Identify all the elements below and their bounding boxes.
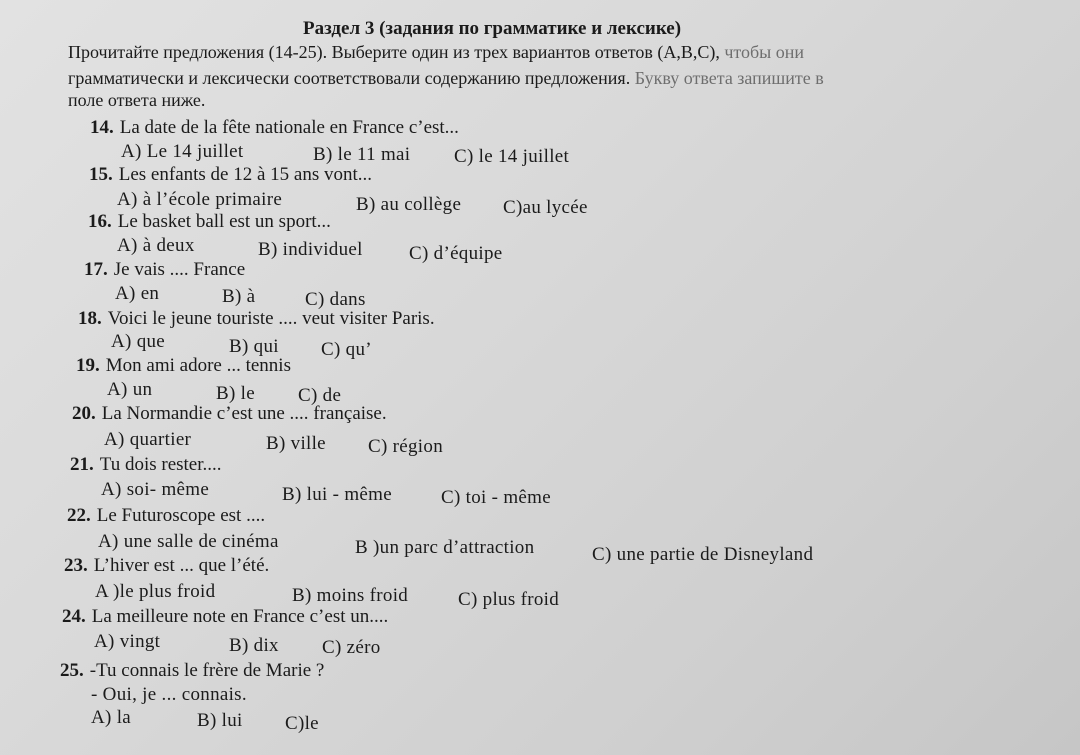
option-18-c: C) qu’ xyxy=(321,339,372,360)
option-15-a: A) à l’école primaire xyxy=(117,189,283,210)
section-title: Раздел 3 (задания по грамматике и лексике) xyxy=(303,18,682,39)
question-20: 20. La Normandie c’est une .... française. xyxy=(72,403,387,424)
option-14-b: B) le 11 mai xyxy=(313,144,411,165)
option-21-b: B) lui - même xyxy=(282,484,392,505)
option-20-a: A) quartier xyxy=(104,429,192,450)
option-23-b: B) moins froid xyxy=(292,585,409,606)
question-15: 15. Les enfants de 12 à 15 ans vont... xyxy=(89,164,373,185)
question-23: 23. L’hiver est ... que l’été. xyxy=(64,555,270,576)
option-19-b: B) le xyxy=(216,383,255,404)
option-16-c: C) d’équipe xyxy=(409,243,503,264)
question-17: 17. Je vais .... France xyxy=(84,259,246,280)
option-15-b: B) au collège xyxy=(356,194,462,215)
option-14-a: A) Le 14 juillet xyxy=(121,141,244,162)
option-24-c: C) zéro xyxy=(322,637,381,658)
option-14-c: C) le 14 juillet xyxy=(454,146,570,167)
question-25-reply: - Oui, je ... connais. xyxy=(91,684,247,705)
question-25: 25. -Tu connais le frère de Marie ? xyxy=(60,660,325,681)
question-16: 16. Le basket ball est un sport... xyxy=(88,211,331,232)
option-17-b: B) à xyxy=(222,286,256,307)
instruction-line-2: грамматически и лексически соответствовали содержанию предложения. Букву ответа запишите в xyxy=(68,68,824,88)
option-25-b: B) lui xyxy=(197,710,243,731)
option-17-a: A) en xyxy=(115,283,160,304)
option-18-a: A) que xyxy=(111,331,166,352)
instruction-line-3: поле ответа ниже. xyxy=(68,90,206,110)
question-22: 22. Le Futuroscope est .... xyxy=(67,505,266,526)
option-25-c: C)le xyxy=(285,713,319,734)
option-21-c: C) toi - même xyxy=(441,487,551,508)
option-22-c: C) une partie de Disneyland xyxy=(592,544,814,565)
option-20-b: B) ville xyxy=(266,433,326,454)
option-23-c: C) plus froid xyxy=(458,589,560,610)
option-16-b: B) individuel xyxy=(258,239,363,260)
option-18-b: B) qui xyxy=(229,336,279,357)
option-20-c: C) région xyxy=(368,436,443,457)
option-24-b: B) dix xyxy=(229,635,279,656)
option-25-a: A) la xyxy=(91,707,132,728)
question-19: 19. Mon ami adore ... tennis xyxy=(76,355,291,376)
option-22-b: B )un parc d’attraction xyxy=(355,537,535,558)
option-21-a: A) soi- même xyxy=(101,479,210,500)
option-15-c: C)au lycée xyxy=(503,197,588,218)
instruction-line-1: Прочитайте предложения (14-25). Выберите один из трех вариантов ответов (A,B,C), чтобы они xyxy=(68,42,805,62)
option-17-c: C) dans xyxy=(305,289,366,310)
option-19-a: A) un xyxy=(107,379,153,400)
question-14: 14. La date de la fête nationale en France c’est... xyxy=(90,117,459,138)
question-21: 21. Tu dois rester.... xyxy=(70,454,222,475)
question-18: 18. Voici le jeune touriste .... veut visiter Paris. xyxy=(78,308,435,329)
option-22-a: A) une salle de cinéma xyxy=(98,531,279,552)
option-24-a: A) vingt xyxy=(94,631,161,652)
question-24: 24. La meilleure note en France c’est un.... xyxy=(62,606,389,627)
option-16-a: A) à deux xyxy=(117,235,195,256)
option-19-c: C) de xyxy=(298,385,342,406)
option-23-a: A )le plus froid xyxy=(95,581,216,602)
